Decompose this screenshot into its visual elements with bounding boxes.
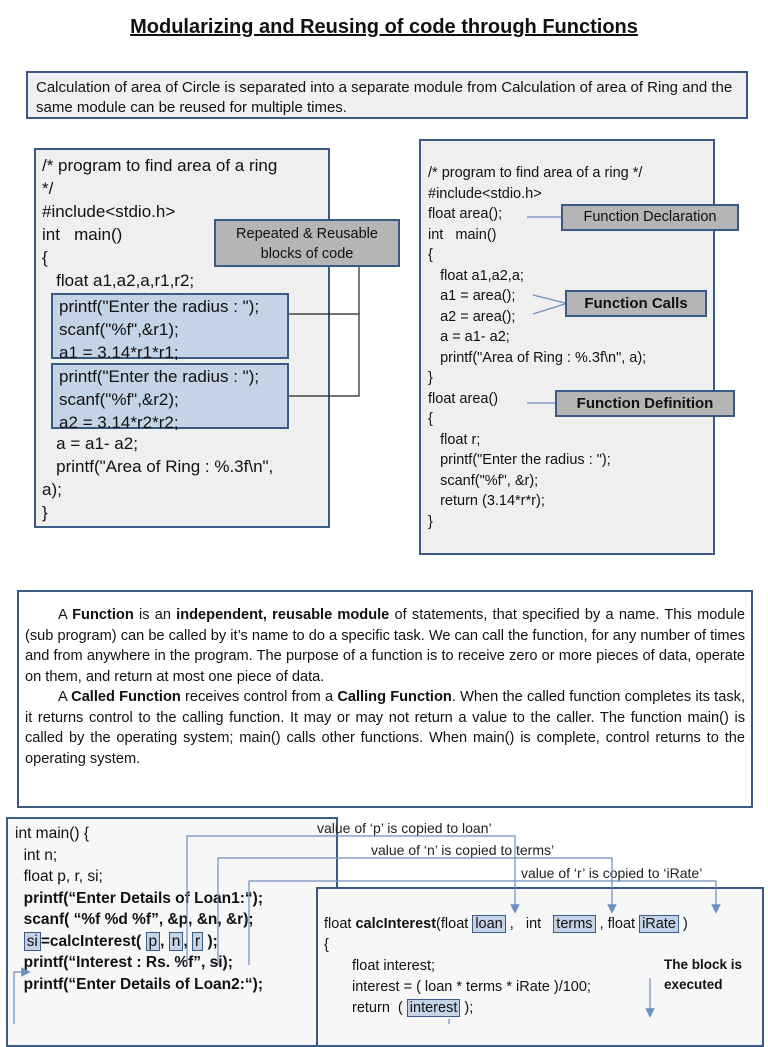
code-line: a = a1- a2; [428,329,510,345]
code-line: scanf("%f",&r2); [59,390,179,409]
text-bold: independent, reusable module [176,607,390,623]
param-irate: iRate [639,915,679,933]
code-line: a2 = 3.14*r2*r2; [59,413,179,432]
arrow-label-r: value of ‘r’ is copied to ‘iRate’ [521,865,703,881]
intro-box: Calculation of area of Circle is separated into a separate module from Calculation of area of Ring and the same module can be reused for multiple times. [26,71,748,119]
block-executed-note: The block is executed [664,957,743,992]
code-line: /* program to find area of a ring [42,156,278,175]
func-name: calcInterest [355,916,437,932]
text: ( [136,932,146,950]
code-line: a2 = area(); [428,308,516,325]
text: (float [436,916,473,932]
arg-n: n [169,932,184,951]
code-line: printf(“Enter Details of Loan2:“); [15,975,263,993]
code-line: /* program to find area of a ring */ [428,165,643,181]
code-line: printf(“Interest : Rs. %f”, si); [15,954,233,971]
code-line: scanf( “%f %d %f”, &p, &n, &r); [15,911,254,928]
code-line: } [428,370,433,386]
param-terms: terms [553,915,595,933]
function-calls-callout: Function Calls [565,290,707,317]
arrow-label-n: value of ‘n’ is copied to terms’ [371,842,555,858]
code-line: interest = ( loan * terms * iRate )/100; [352,979,591,995]
code-line: a1 = 3.14*r1*r1; [59,343,179,362]
code-line: } [42,503,48,522]
text: A [58,689,72,705]
text: . When the called function completes its task, it returns control to the calling function. It may or may not return a value to the caller. The function main() is called by the operating system; main() calls other functions. When main() is complete, control returns to the operating system. [25,689,746,767]
text: , int [505,916,546,932]
text: is an [133,607,177,623]
code-line: } [428,513,433,530]
code-line: printf("Area of Ring : %.3f\n", [42,457,274,476]
page-title: Modularizing and Reusing of code through Functions [130,16,638,38]
text: ); [203,932,218,950]
code-line: scanf("%f",&r1); [59,320,179,339]
code-line: float a1,a2,a; [428,267,524,284]
si-variable: si [24,932,41,951]
text-bold: Calling Function [337,689,452,705]
code-line: float a1,a2,a,r1,r2; [42,271,195,290]
code-line: float area(); [428,206,503,222]
code-line: scanf("%f", &r); [428,472,539,489]
return-value: interest [407,999,461,1017]
code-line: printf("Area of Ring : %.3f\n", a); [428,349,647,366]
code-line: a); [42,480,62,499]
code-line: int main() [428,226,497,243]
code-line: int main() [42,225,123,244]
code-line: int main() { [15,825,90,842]
code-line: { [324,937,329,953]
text: ); [460,1000,474,1016]
text: receives control from a [180,689,338,705]
code-line: #include<stdio.h> [42,202,176,221]
code-line: printf("Enter the radius : "); [59,367,260,386]
text-bold: Called Function [71,689,181,705]
text: , float [595,916,640,932]
code-line: int n; [15,846,58,864]
text: ) [678,916,688,932]
code-line: { [428,247,433,263]
code-line: printf("Enter the radius : "); [428,452,611,468]
repeated-blocks-callout: Repeated & Reusable blocks of code [214,219,400,267]
code-line: float r; [428,431,481,448]
text: float [324,916,356,932]
call-line: si =calcInterest( p , n , r ); [15,931,335,953]
text: return ( [352,1000,407,1016]
parameter-arrows [0,800,768,1024]
code-line: #include<stdio.h> [428,185,542,202]
code-line: a1 = area(); [428,288,516,304]
code-line: { [428,411,433,427]
code-line: float p, r, si; [15,868,103,885]
code-line: float interest; [352,958,436,974]
function-declaration-callout: Function Declaration [561,204,739,231]
text-bold: Function [72,607,134,623]
code-line: float area() [428,390,499,407]
function-explanation [17,590,753,808]
arg-p: p [146,932,161,951]
code-line: */ [42,179,54,198]
code-line: { [42,248,48,267]
code-line: printf("Enter the radius : "); [59,297,260,316]
arg-r: r [192,932,203,951]
code-line: return (3.14*r*r); [428,493,545,509]
calc-call: =calcInterest [40,932,137,950]
arrow-label-p: value of ‘p’ is copied to loan’ [317,820,492,836]
code-line: printf(“Enter Details of Loan1:“); [15,889,263,907]
text: A [58,607,73,623]
code-line: a = a1- a2; [42,434,138,453]
text: of statements, that specified by a name. This module (sub program) can be called by it’s name to do a specific task. We can call the function, for any number of times and from anywhere in the program. The purpose of a function is to receive zero or more pieces of data, operate on them, and return at most one piece of data. [25,607,745,685]
function-definition-callout: Function Definition [555,390,735,417]
param-loan: loan [472,915,505,933]
